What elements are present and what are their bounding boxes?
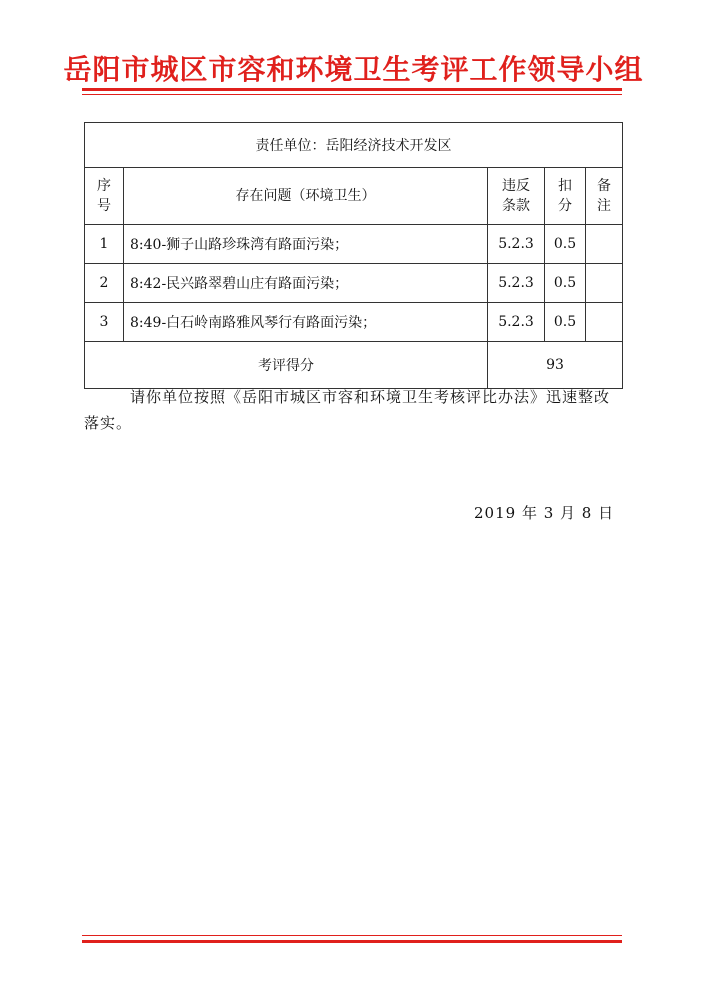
- score-label: 考评得分: [85, 342, 488, 389]
- row-article: 5.2.3: [488, 303, 545, 342]
- row-note: [586, 264, 623, 303]
- col-issue-header: 存在问题（环境卫生）: [124, 168, 488, 225]
- row-deduction: 0.5: [545, 225, 586, 264]
- col-note-header: [586, 168, 623, 225]
- row-article: 5.2.3: [488, 225, 545, 264]
- table-header-row: [85, 168, 623, 225]
- row-issue: 8:40-狮子山路珍珠湾有路面污染；: [124, 225, 488, 264]
- document-date: 2019 年 3 月 8 日: [474, 504, 615, 522]
- document-title: 岳阳市城区市容和环境卫生考评工作领导小组: [63, 53, 644, 86]
- col-article-header: [488, 168, 545, 225]
- row-seq: 2: [85, 264, 124, 303]
- col-deduction-header: [545, 168, 586, 225]
- table-row: [85, 264, 623, 303]
- responsible-unit: 责任单位：岳阳经济技术开发区: [85, 123, 623, 168]
- responsible-unit-row: [85, 123, 623, 168]
- table-row: [85, 303, 623, 342]
- row-seq: 3: [85, 303, 124, 342]
- score-value: 93: [488, 342, 623, 389]
- row-note: [586, 225, 623, 264]
- col-note-label: 备注: [597, 178, 611, 214]
- row-note: [586, 303, 623, 342]
- col-seq-label: 序号: [97, 178, 111, 214]
- instruction-paragraph: 请你单位按照《岳阳市城区市容和环境卫生考核评比办法》迅速整改落实。: [84, 388, 611, 432]
- footer-rule-thin: [82, 935, 622, 936]
- row-seq: 1: [85, 225, 124, 264]
- score-row: [85, 342, 623, 389]
- header-rule-thick: [82, 88, 622, 91]
- col-seq-header: [85, 168, 124, 225]
- row-issue: 8:42-民兴路翠碧山庄有路面污染；: [124, 264, 488, 303]
- row-deduction: 0.5: [545, 303, 586, 342]
- evaluation-table: [84, 122, 623, 389]
- row-issue: 8:49-白石岭南路雅风琴行有路面污染；: [124, 303, 488, 342]
- col-deduction-label: 扣分: [558, 178, 572, 214]
- footer-rule-thick: [82, 940, 622, 943]
- row-deduction: 0.5: [545, 264, 586, 303]
- table-row: [85, 225, 623, 264]
- row-article: 5.2.3: [488, 264, 545, 303]
- col-article-label: 违反条款: [502, 178, 530, 214]
- header-rule-thin: [82, 94, 622, 95]
